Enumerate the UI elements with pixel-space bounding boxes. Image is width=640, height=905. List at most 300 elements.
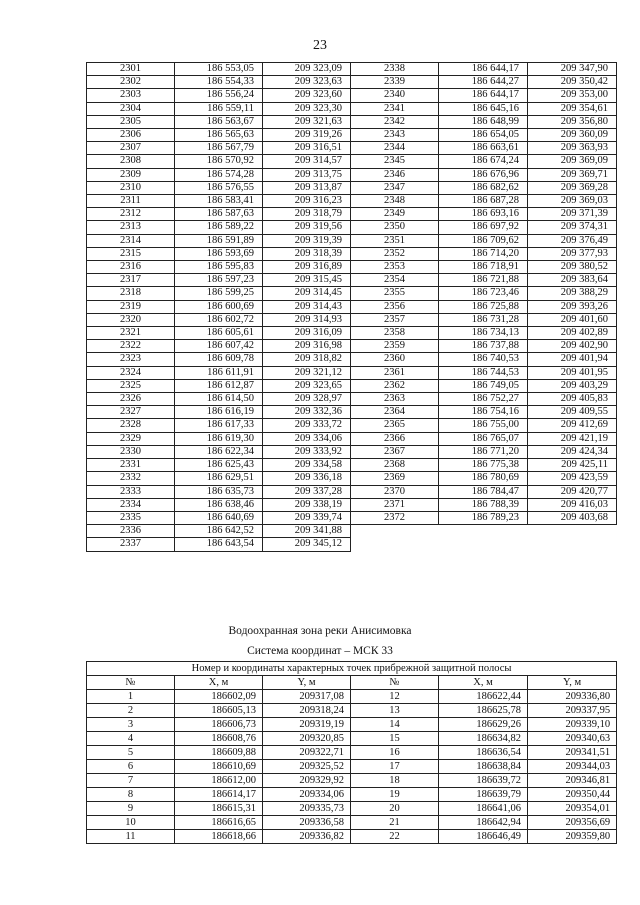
column-header: №: [351, 676, 439, 690]
y-coordinate: 209 315,45: [263, 274, 351, 287]
point-number: 2323: [87, 353, 175, 366]
point-number: 7: [87, 774, 175, 788]
table-row: [87, 760, 617, 774]
table-row: [87, 102, 617, 115]
x-coordinate: 186 687,28: [439, 195, 528, 208]
x-coordinate: 186 654,05: [439, 129, 528, 142]
point-number: 2370: [351, 485, 439, 498]
point-number: 2328: [87, 419, 175, 432]
point-number: 15: [351, 732, 439, 746]
y-coordinate: 209 323,30: [263, 102, 351, 115]
x-coordinate: 186 718,91: [439, 261, 528, 274]
x-coordinate: 186615,31: [175, 802, 263, 816]
y-coordinate: 209 401,60: [528, 313, 617, 326]
y-coordinate: 209 334,06: [263, 432, 351, 445]
y-coordinate: 209336,82: [263, 830, 351, 844]
point-number: 2306: [87, 129, 175, 142]
x-coordinate: 186 780,69: [439, 472, 528, 485]
point-number: 2363: [351, 393, 439, 406]
y-coordinate: 209341,51: [528, 746, 617, 760]
x-coordinate: 186606,73: [175, 718, 263, 732]
x-coordinate: 186 740,53: [439, 353, 528, 366]
point-number: 2334: [87, 498, 175, 511]
y-coordinate: 209336,58: [263, 816, 351, 830]
point-number: 22: [351, 830, 439, 844]
point-number: 2317: [87, 274, 175, 287]
coordinates-table: [86, 62, 617, 552]
x-coordinate: 186 607,42: [175, 340, 263, 353]
point-number: 2349: [351, 208, 439, 221]
y-coordinate: 209317,08: [263, 690, 351, 704]
point-number: 2324: [87, 366, 175, 379]
x-coordinate: 186 629,51: [175, 472, 263, 485]
x-coordinate: 186 643,54: [175, 538, 263, 551]
y-coordinate: 209 323,09: [263, 63, 351, 76]
y-coordinate: 209 423,59: [528, 472, 617, 485]
table-row: [87, 76, 617, 89]
x-coordinate: 186 583,41: [175, 195, 263, 208]
y-coordinate: 209 338,19: [263, 498, 351, 511]
table-row: [87, 155, 617, 168]
y-coordinate: 209 316,98: [263, 340, 351, 353]
x-coordinate: 186605,13: [175, 704, 263, 718]
y-coordinate: 209 314,57: [263, 155, 351, 168]
y-coordinate: 209 314,45: [263, 287, 351, 300]
point-number: 19: [351, 788, 439, 802]
y-coordinate: 209 376,49: [528, 234, 617, 247]
point-number: 2313: [87, 221, 175, 234]
point-number: 3: [87, 718, 175, 732]
point-number: 2366: [351, 432, 439, 445]
y-coordinate: 209 369,03: [528, 195, 617, 208]
points-table-header: Номер и координаты характерных точек прибрежной защитной полосы: [87, 662, 617, 676]
x-coordinate: 186 749,05: [439, 379, 528, 392]
point-number: 2348: [351, 195, 439, 208]
point-number: 2369: [351, 472, 439, 485]
x-coordinate: 186612,00: [175, 774, 263, 788]
x-coordinate: 186 599,25: [175, 287, 263, 300]
table-row: [87, 300, 617, 313]
point-number: 2331: [87, 459, 175, 472]
table-row: [87, 732, 617, 746]
y-coordinate: 209 403,68: [528, 511, 617, 524]
point-number: 2333: [87, 485, 175, 498]
table-row: [87, 498, 617, 511]
point-number: 2344: [351, 142, 439, 155]
x-coordinate: 186 640,69: [175, 511, 263, 524]
x-coordinate: 186609,88: [175, 746, 263, 760]
x-coordinate: 186 556,24: [175, 89, 263, 102]
x-coordinate: 186622,44: [439, 690, 528, 704]
x-coordinate: 186 609,78: [175, 353, 263, 366]
point-number: 20: [351, 802, 439, 816]
point-number: 2303: [87, 89, 175, 102]
y-coordinate: 209 420,77: [528, 485, 617, 498]
y-coordinate: 209 374,31: [528, 221, 617, 234]
y-coordinate: 209 323,60: [263, 89, 351, 102]
point-number: 2361: [351, 366, 439, 379]
point-number: 1: [87, 690, 175, 704]
point-number: 2312: [87, 208, 175, 221]
x-coordinate: 186 775,38: [439, 459, 528, 472]
table-row: [87, 313, 617, 326]
y-coordinate: 209 337,28: [263, 485, 351, 498]
page-number: 23: [313, 38, 327, 53]
x-coordinate: 186 612,87: [175, 379, 263, 392]
y-coordinate: 209 393,26: [528, 300, 617, 313]
x-coordinate: 186 788,39: [439, 498, 528, 511]
x-coordinate: 186 734,13: [439, 327, 528, 340]
y-coordinate: 209 402,90: [528, 340, 617, 353]
x-coordinate: 186 591,89: [175, 234, 263, 247]
table-row: [87, 366, 617, 379]
point-number: 2332: [87, 472, 175, 485]
x-coordinate: 186 714,20: [439, 247, 528, 260]
x-coordinate: 186 595,83: [175, 261, 263, 274]
x-coordinate: 186 619,30: [175, 432, 263, 445]
table-row: [87, 746, 617, 760]
x-coordinate: 186 755,00: [439, 419, 528, 432]
table-row: [87, 353, 617, 366]
x-coordinate: 186 682,62: [439, 181, 528, 194]
column-header: №: [87, 676, 175, 690]
y-coordinate: 209 314,43: [263, 300, 351, 313]
x-coordinate: 186641,06: [439, 802, 528, 816]
point-number: 2307: [87, 142, 175, 155]
x-coordinate: 186 644,17: [439, 89, 528, 102]
x-coordinate: 186 635,73: [175, 485, 263, 498]
x-coordinate: 186646,49: [439, 830, 528, 844]
table-row: [87, 195, 617, 208]
column-header: X, м: [439, 676, 528, 690]
point-number: 8: [87, 788, 175, 802]
table-row: [87, 142, 617, 155]
point-number: 2314: [87, 234, 175, 247]
y-coordinate: 209 345,12: [263, 538, 351, 551]
point-number: 2305: [87, 115, 175, 128]
x-coordinate: 186 676,96: [439, 168, 528, 181]
table-row: [87, 538, 617, 551]
point-number: 2325: [87, 379, 175, 392]
point-number: 5: [87, 746, 175, 760]
y-coordinate: 209 321,12: [263, 366, 351, 379]
y-coordinate: 209318,24: [263, 704, 351, 718]
point-number: 4: [87, 732, 175, 746]
y-coordinate: 209 319,56: [263, 221, 351, 234]
x-coordinate: 186 765,07: [439, 432, 528, 445]
column-header: Y, м: [263, 676, 351, 690]
x-coordinate: 186 642,52: [175, 525, 263, 538]
x-coordinate: 186 737,88: [439, 340, 528, 353]
x-coordinate: 186 602,72: [175, 313, 263, 326]
point-number: 2350: [351, 221, 439, 234]
x-coordinate: 186 625,43: [175, 459, 263, 472]
point-number: 6: [87, 760, 175, 774]
y-coordinate: 209 319,39: [263, 234, 351, 247]
coordinate-system-title: Система координат – МСК 33: [247, 645, 393, 657]
point-number: 2309: [87, 168, 175, 181]
point-number: 2371: [351, 498, 439, 511]
y-coordinate: 209 402,89: [528, 327, 617, 340]
table-row: [87, 234, 617, 247]
y-coordinate: 209319,19: [263, 718, 351, 732]
x-coordinate: 186629,26: [439, 718, 528, 732]
x-coordinate: 186 553,05: [175, 63, 263, 76]
y-coordinate: 209 321,63: [263, 115, 351, 128]
table-row: [87, 816, 617, 830]
y-coordinate: 209 316,89: [263, 261, 351, 274]
zone-title: Водоохранная зона реки Анисимовка: [228, 625, 412, 637]
point-number: 2354: [351, 274, 439, 287]
x-coordinate: 186 616,19: [175, 406, 263, 419]
y-coordinate: 209 339,74: [263, 511, 351, 524]
table-row: [87, 472, 617, 485]
point-number: 2304: [87, 102, 175, 115]
y-coordinate: 209322,71: [263, 746, 351, 760]
y-coordinate: 209 333,72: [263, 419, 351, 432]
x-coordinate: 186602,09: [175, 690, 263, 704]
y-coordinate: 209 316,09: [263, 327, 351, 340]
x-coordinate: 186 597,23: [175, 274, 263, 287]
point-number: 10: [87, 816, 175, 830]
x-coordinate: 186 663,61: [439, 142, 528, 155]
table-row: [87, 340, 617, 353]
point-number: 14: [351, 718, 439, 732]
x-coordinate: 186 565,63: [175, 129, 263, 142]
point-number: 2310: [87, 181, 175, 194]
x-coordinate: 186 567,79: [175, 142, 263, 155]
x-coordinate: 186636,54: [439, 746, 528, 760]
x-coordinate: 186 731,28: [439, 313, 528, 326]
point-number: 9: [87, 802, 175, 816]
table-row: [87, 788, 617, 802]
point-number: 2368: [351, 459, 439, 472]
x-coordinate: 186 622,34: [175, 445, 263, 458]
y-coordinate: 209337,95: [528, 704, 617, 718]
empty-cell: [528, 525, 617, 538]
point-number: 2365: [351, 419, 439, 432]
point-number: 13: [351, 704, 439, 718]
y-coordinate: 209 328,97: [263, 393, 351, 406]
point-number: 21: [351, 816, 439, 830]
y-coordinate: 209325,52: [263, 760, 351, 774]
point-number: 2342: [351, 115, 439, 128]
y-coordinate: 209344,03: [528, 760, 617, 774]
y-coordinate: 209 314,93: [263, 313, 351, 326]
y-coordinate: 209 380,52: [528, 261, 617, 274]
y-coordinate: 209 350,42: [528, 76, 617, 89]
x-coordinate: 186 600,69: [175, 300, 263, 313]
x-coordinate: 186 754,16: [439, 406, 528, 419]
x-coordinate: 186 644,17: [439, 63, 528, 76]
y-coordinate: 209 318,82: [263, 353, 351, 366]
x-coordinate: 186 563,67: [175, 115, 263, 128]
table-row: [87, 261, 617, 274]
x-coordinate: 186 593,69: [175, 247, 263, 260]
point-number: 2315: [87, 247, 175, 260]
point-number: 18: [351, 774, 439, 788]
y-coordinate: 209 360,09: [528, 129, 617, 142]
table-row: [87, 89, 617, 102]
point-number: 2319: [87, 300, 175, 313]
point-number: 2351: [351, 234, 439, 247]
x-coordinate: 186 674,24: [439, 155, 528, 168]
point-number: 2343: [351, 129, 439, 142]
points-table: [86, 661, 617, 844]
x-coordinate: 186610,69: [175, 760, 263, 774]
table-row: [87, 181, 617, 194]
point-number: 16: [351, 746, 439, 760]
x-coordinate: 186 645,16: [439, 102, 528, 115]
y-coordinate: 209 377,93: [528, 247, 617, 260]
point-number: 2359: [351, 340, 439, 353]
y-coordinate: 209 369,28: [528, 181, 617, 194]
x-coordinate: 186 721,88: [439, 274, 528, 287]
x-coordinate: 186 648,99: [439, 115, 528, 128]
x-coordinate: 186616,65: [175, 816, 263, 830]
y-coordinate: 209359,80: [528, 830, 617, 844]
x-coordinate: 186638,84: [439, 760, 528, 774]
y-coordinate: 209 401,94: [528, 353, 617, 366]
x-coordinate: 186 723,46: [439, 287, 528, 300]
y-coordinate: 209 313,75: [263, 168, 351, 181]
x-coordinate: 186 784,47: [439, 485, 528, 498]
point-number: 2340: [351, 89, 439, 102]
column-header: X, м: [175, 676, 263, 690]
y-coordinate: 209354,01: [528, 802, 617, 816]
x-coordinate: 186625,78: [439, 704, 528, 718]
table-row: [87, 115, 617, 128]
empty-cell: [351, 525, 439, 538]
y-coordinate: 209 341,88: [263, 525, 351, 538]
x-coordinate: 186 587,63: [175, 208, 263, 221]
x-coordinate: 186 559,11: [175, 102, 263, 115]
table-row: [87, 168, 617, 181]
x-coordinate: 186 752,27: [439, 393, 528, 406]
point-number: 12: [351, 690, 439, 704]
point-number: 2360: [351, 353, 439, 366]
y-coordinate: 209 356,80: [528, 115, 617, 128]
y-coordinate: 209 316,51: [263, 142, 351, 155]
x-coordinate: 186614,17: [175, 788, 263, 802]
y-coordinate: 209 369,71: [528, 168, 617, 181]
points-table-header-row: [87, 662, 617, 676]
y-coordinate: 209 313,87: [263, 181, 351, 194]
point-number: 2367: [351, 445, 439, 458]
y-coordinate: 209 409,55: [528, 406, 617, 419]
table-row: [87, 511, 617, 524]
y-coordinate: 209 354,61: [528, 102, 617, 115]
x-coordinate: 186 614,50: [175, 393, 263, 406]
table-row: [87, 393, 617, 406]
empty-cell: [351, 538, 439, 551]
y-coordinate: 209 323,63: [263, 76, 351, 89]
y-coordinate: 209 318,79: [263, 208, 351, 221]
table-row: [87, 718, 617, 732]
y-coordinate: 209 323,65: [263, 379, 351, 392]
y-coordinate: 209 347,90: [528, 63, 617, 76]
x-coordinate: 186 554,33: [175, 76, 263, 89]
point-number: 2329: [87, 432, 175, 445]
table-row: [87, 247, 617, 260]
y-coordinate: 209336,80: [528, 690, 617, 704]
point-number: 2339: [351, 76, 439, 89]
y-coordinate: 209 316,23: [263, 195, 351, 208]
y-coordinate: 209 363,93: [528, 142, 617, 155]
table-row: [87, 485, 617, 498]
empty-cell: [439, 525, 528, 538]
point-number: 2358: [351, 327, 439, 340]
point-number: 2357: [351, 313, 439, 326]
y-coordinate: 209350,44: [528, 788, 617, 802]
y-coordinate: 209 336,18: [263, 472, 351, 485]
table-row: [87, 327, 617, 340]
table-row: [87, 802, 617, 816]
table-row: [87, 432, 617, 445]
points-table-columns-row: [87, 676, 617, 690]
x-coordinate: 186 617,33: [175, 419, 263, 432]
y-coordinate: 209346,81: [528, 774, 617, 788]
y-coordinate: 209 424,34: [528, 445, 617, 458]
point-number: 2326: [87, 393, 175, 406]
y-coordinate: 209 334,58: [263, 459, 351, 472]
x-coordinate: 186618,66: [175, 830, 263, 844]
x-coordinate: 186 576,55: [175, 181, 263, 194]
y-coordinate: 209 405,83: [528, 393, 617, 406]
y-coordinate: 209 318,39: [263, 247, 351, 260]
point-number: 2320: [87, 313, 175, 326]
point-number: 2352: [351, 247, 439, 260]
y-coordinate: 209339,10: [528, 718, 617, 732]
point-number: 2355: [351, 287, 439, 300]
point-number: 2338: [351, 63, 439, 76]
x-coordinate: 186 771,20: [439, 445, 528, 458]
x-coordinate: 186 725,88: [439, 300, 528, 313]
y-coordinate: 209329,92: [263, 774, 351, 788]
table-row: [87, 406, 617, 419]
y-coordinate: 209340,63: [528, 732, 617, 746]
x-coordinate: 186642,94: [439, 816, 528, 830]
y-coordinate: 209 369,09: [528, 155, 617, 168]
point-number: 2356: [351, 300, 439, 313]
y-coordinate: 209 333,92: [263, 445, 351, 458]
x-coordinate: 186 574,28: [175, 168, 263, 181]
point-number: 2336: [87, 525, 175, 538]
x-coordinate: 186 697,92: [439, 221, 528, 234]
point-number: 2353: [351, 261, 439, 274]
x-coordinate: 186 570,92: [175, 155, 263, 168]
y-coordinate: 209356,69: [528, 816, 617, 830]
table-row: [87, 379, 617, 392]
point-number: 2335: [87, 511, 175, 524]
table-row: [87, 445, 617, 458]
point-number: 2362: [351, 379, 439, 392]
point-number: 2318: [87, 287, 175, 300]
point-number: 2302: [87, 76, 175, 89]
table-row: [87, 419, 617, 432]
point-number: 2321: [87, 327, 175, 340]
point-number: 2347: [351, 181, 439, 194]
table-row: [87, 287, 617, 300]
y-coordinate: 209 416,03: [528, 498, 617, 511]
x-coordinate: 186 589,22: [175, 221, 263, 234]
y-coordinate: 209 401,95: [528, 366, 617, 379]
y-coordinate: 209334,06: [263, 788, 351, 802]
y-coordinate: 209 353,00: [528, 89, 617, 102]
point-number: 2330: [87, 445, 175, 458]
point-number: 2301: [87, 63, 175, 76]
point-number: 2316: [87, 261, 175, 274]
